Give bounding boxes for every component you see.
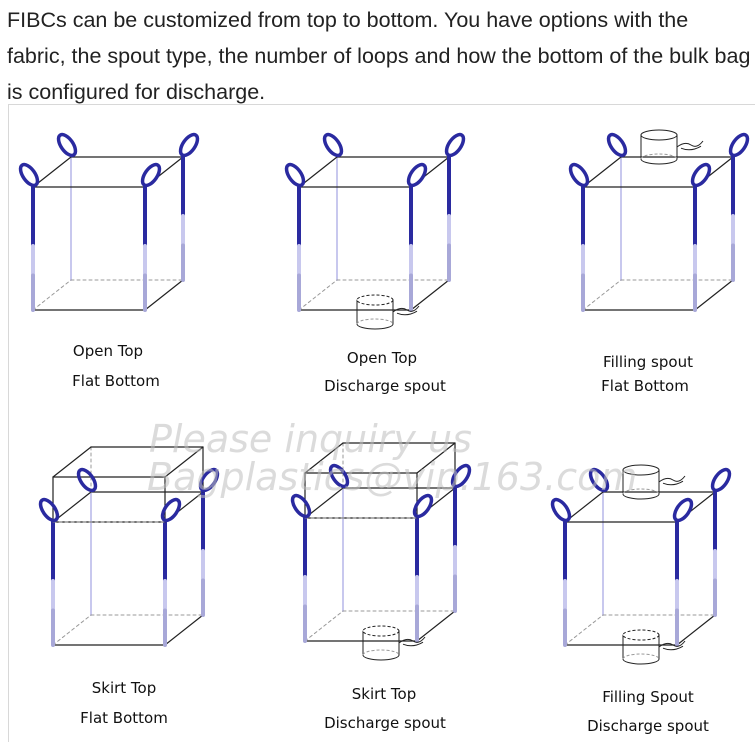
caption-skirt-top-flat-bottom-line2: Flat Bottom — [80, 709, 168, 727]
filling-spout-icon-top — [641, 130, 677, 140]
caption-filling-spout-discharge-line1: Filling Spout — [602, 688, 694, 706]
loop-icon-front-right — [671, 497, 695, 524]
bottom-right-edge — [695, 280, 733, 310]
discharge-spout-icon-bottom-back — [363, 650, 399, 655]
loop-icon-front-right — [689, 162, 713, 189]
hidden-left-bottom — [299, 280, 337, 310]
loop-icon-front-left — [567, 162, 591, 189]
discharge-spout-icon-bottom — [363, 655, 399, 660]
discharge-spout-icon-bottom — [623, 659, 659, 664]
caption-filling-spout-discharge-line2: Discharge spout — [587, 717, 709, 735]
loop-icon-back-right — [177, 132, 201, 159]
hidden-left-bottom — [583, 280, 621, 310]
loop-icon-front-right — [139, 162, 163, 189]
discharge-spout-icon-top — [363, 626, 399, 636]
caption-open-top-discharge-line2: Discharge spout — [324, 377, 446, 395]
hidden-left-bottom — [565, 615, 603, 645]
bottom-right-edge — [411, 280, 449, 310]
caption-filling-spout-flat-bottom-line2: Flat Bottom — [601, 377, 689, 395]
bottom-right-edge — [165, 615, 203, 645]
loop-icon-front-left — [37, 497, 61, 524]
loop-icon-front-right — [159, 497, 183, 524]
caption-open-top-flat-bottom-line1: Open Top — [72, 342, 144, 360]
caption-skirt-top-flat-bottom-line1: Skirt Top — [91, 679, 157, 697]
bag-open-top-discharge — [283, 132, 467, 329]
loop-icon-back-left — [605, 132, 629, 159]
filling-spout-icon-bottom — [641, 159, 677, 164]
bag-open-top-flat-bottom — [17, 132, 201, 310]
loop-icon-back-left — [75, 467, 99, 494]
loop-icon-back-right — [727, 132, 751, 159]
caption-skirt-top-discharge-line2: Discharge spout — [324, 714, 446, 732]
watermark-line2: Bagplastics@vip.163.com — [147, 455, 638, 499]
discharge-spout-icon-top — [357, 295, 393, 305]
loop-icon-back-right — [709, 467, 733, 494]
bottom-right-edge — [417, 611, 455, 641]
hidden-left-bottom — [33, 280, 71, 310]
discharge-spout-icon-top — [623, 630, 659, 640]
loop-icon-back-left — [321, 132, 345, 159]
hidden-left-bottom — [305, 611, 343, 641]
loop-icon-back-left — [55, 132, 79, 159]
bag-filling-spout-flat-bottom — [567, 130, 751, 310]
bottom-right-edge — [677, 615, 715, 645]
discharge-spout-icon-bottom-back — [623, 654, 659, 659]
caption-open-top-flat-bottom-line2: Flat Bottom — [72, 372, 160, 390]
caption-filling-spout-flat-bottom-line1: Filling spout — [603, 353, 693, 371]
hidden-left-bottom — [53, 615, 91, 645]
loop-icon-front-left — [17, 162, 41, 189]
bottom-right-edge — [145, 280, 183, 310]
intro-paragraph: FIBCs can be customized from top to bottom. You have options with the fabric, the spout type, the number of loops and how the bottom of the bulk bag is configured for discharge. — [7, 8, 751, 104]
loop-icon-front-left — [549, 497, 573, 524]
filling-spout-icon — [641, 130, 703, 164]
discharge-spout-icon-bottom — [357, 324, 393, 329]
loop-icon-front-left — [283, 162, 307, 189]
fibc-types-figure — [8, 104, 755, 742]
skirt-top-left — [53, 447, 91, 477]
filling-spout-icon-tie — [677, 141, 703, 150]
loop-icon-back-right — [443, 132, 467, 159]
filling-spout-icon-tie — [659, 476, 685, 485]
discharge-spout-icon-bottom-back — [357, 319, 393, 324]
loop-icon-front-right — [405, 162, 429, 189]
caption-skirt-top-discharge-line1: Skirt Top — [351, 685, 417, 703]
watermark-line1: Please inquiry us — [149, 417, 472, 461]
caption-open-top-discharge-line1: Open Top — [346, 349, 418, 367]
